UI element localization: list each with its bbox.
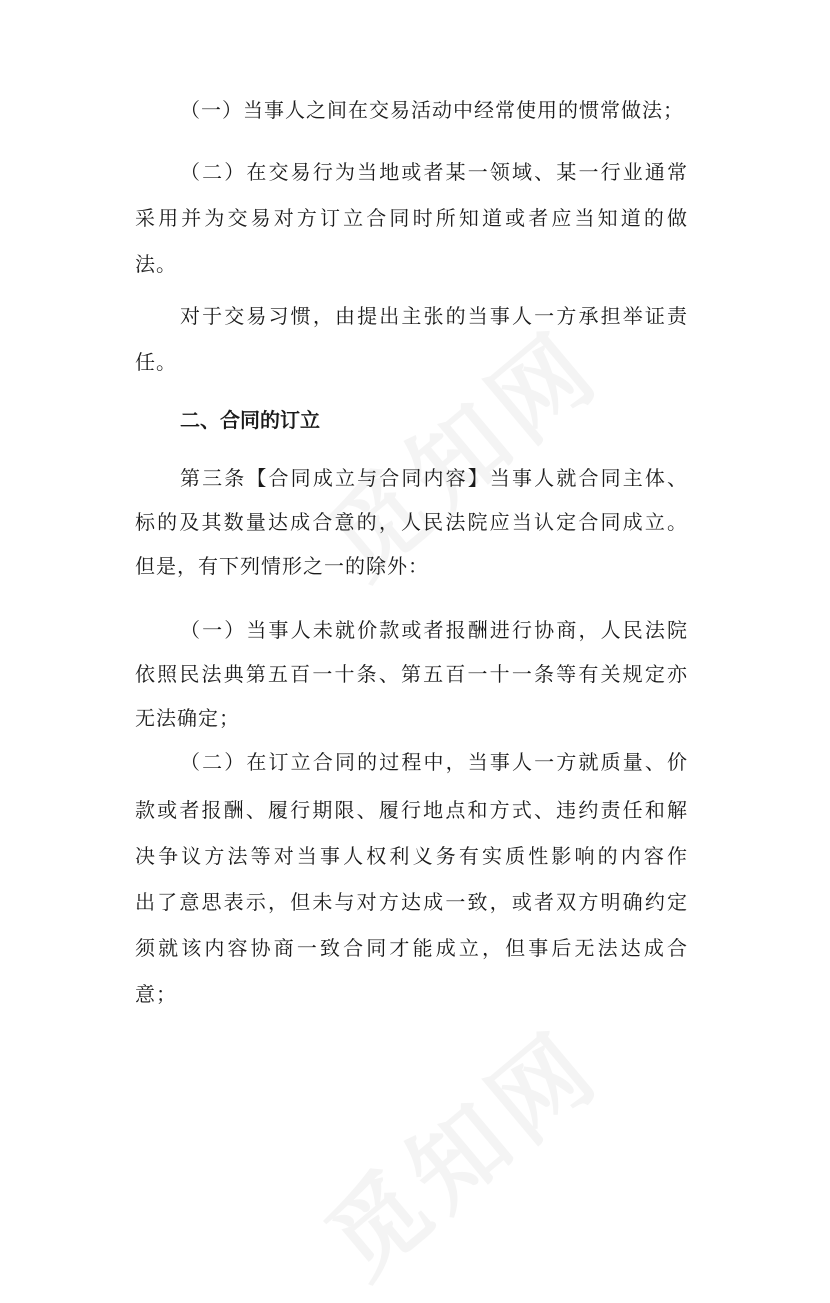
paragraph-2-line-1: （二）在交易行为当地或者某一领域、某一行业通常 — [180, 160, 688, 184]
paragraph-4-line-3: 但是，有下列情形之一的除外： — [135, 554, 429, 578]
paragraph-2-line-3: 法。 — [135, 252, 177, 276]
paragraph-6-line-4: 出了意思表示，但未与对方达成一致，或者双方明确约定 — [135, 890, 688, 914]
paragraph-3-line-1: 对于交易习惯，由提出主张的当事人一方承担举证责 — [180, 304, 688, 328]
paragraph-4-line-1: 第三条【合同成立与合同内容】当事人就合同主体、 — [180, 466, 688, 490]
paragraph-1-line-1: （一）当事人之间在交易活动中经常使用的惯常做法； — [180, 98, 684, 122]
paragraph-6-line-3: 决争议方法等对当事人权利义务有实质性影响的内容作 — [135, 844, 688, 868]
paragraph-5-line-3: 无法确定； — [135, 706, 240, 730]
paragraph-3-line-2: 任。 — [135, 350, 177, 374]
paragraph-5-line-1: （一）当事人未就价款或者报酬进行协商，人民法院 — [180, 618, 688, 642]
paragraph-4-line-2: 标的及其数量达成合意的，人民法院应当认定合同成立。 — [135, 510, 688, 534]
section-heading: 二、合同的订立 — [180, 408, 320, 432]
paragraph-6-line-1: （二）在订立合同的过程中，当事人一方就质量、价 — [180, 750, 688, 774]
paragraph-6-line-5: 须就该内容协商一致合同才能成立，但事后无法达成合 — [135, 936, 688, 960]
paragraph-2-line-2: 采用并为交易对方订立合同时所知道或者应当知道的做 — [135, 206, 688, 230]
paragraph-6-line-6: 意； — [135, 982, 177, 1006]
watermark-bottom — [293, 994, 625, 1303]
paragraph-5-line-2: 依照民法典第五百一十条、第五百一十一条等有关规定亦 — [135, 662, 688, 686]
paragraph-6-line-2: 款或者报酬、履行期限、履行地点和方式、违约责任和解 — [135, 798, 688, 822]
